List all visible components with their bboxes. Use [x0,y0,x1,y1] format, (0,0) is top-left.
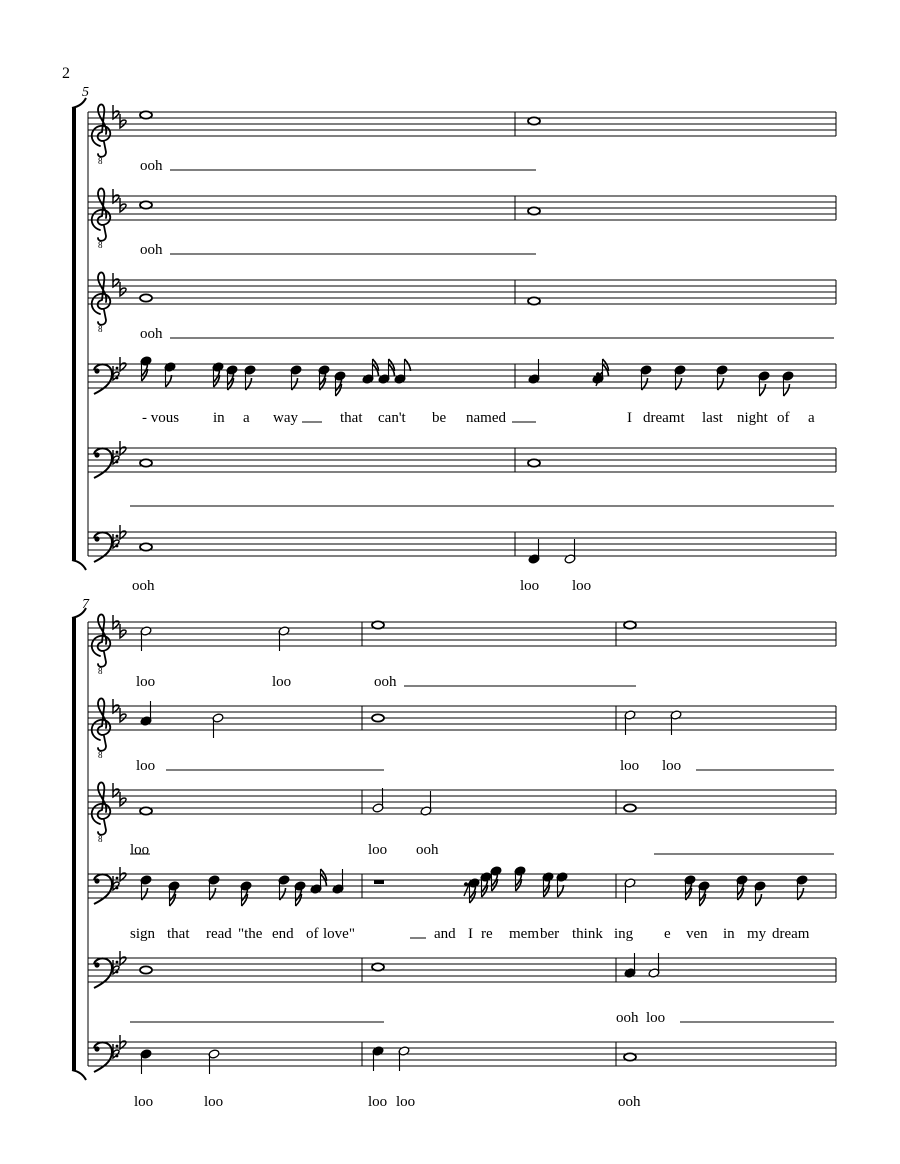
lyric-syllable: and [434,926,456,942]
staff-3 [88,272,836,342]
lyric-syllable: read [206,926,232,942]
bass-clef-dot [94,368,99,373]
lyric-syllable: loo [134,1094,154,1110]
bass-clef-dot [116,1045,119,1048]
bracket-hook [72,1070,86,1080]
lyric-syllable: loo [368,1094,388,1110]
bass-clef-dot [116,961,119,964]
bass-clef-dot [94,536,99,541]
lyric-syllable: ing [614,926,634,942]
lyric-syllable: mem [509,926,539,942]
lyric-syllable: loo [130,842,150,858]
staff-2 [88,188,836,258]
lyric-syllable: ooh [140,326,163,342]
staff-6 [88,525,836,594]
lyric-syllable: that [167,926,190,942]
system-1 [72,85,836,594]
lyric-syllable: loo [620,758,640,774]
lyric-syllable: loo [272,674,292,690]
notehead [528,207,540,214]
lyric-syllable: dream [772,926,810,942]
lyric-syllable: can't [378,410,406,426]
lyric-syllable: last [702,410,723,426]
lyric-syllable: loo [368,842,388,858]
bass-clef-dot [116,877,119,880]
staff-5 [88,441,836,506]
lyric-syllable: ooh [374,674,397,690]
lyric-syllable: night [737,410,768,426]
lyric-syllable: ooh [616,1010,639,1026]
lyric-syllable: in [723,926,735,942]
staff-6 [88,1035,836,1110]
note-flag [760,384,766,396]
octave-mark: 8 [98,324,103,334]
lyric-syllable: re [481,926,493,942]
bracket-hook [72,560,86,570]
measure-number: 5 [82,85,89,100]
notehead [372,621,384,628]
bass-clef-dot [94,452,99,457]
lyric-syllable: love" [323,926,355,942]
lyric-syllable: that [340,410,363,426]
bass-clef-dot [116,367,119,370]
system-bracket [72,108,76,560]
flat-icon [120,282,126,296]
lyric-syllable: think [572,926,603,942]
lyric-syllable: loo [662,758,682,774]
staff-4 [88,356,836,426]
notehead [528,117,540,124]
lyric-syllable: loo [396,1094,416,1110]
flat-icon [120,624,126,638]
staff-2 [88,698,836,774]
notehead [624,621,636,628]
lyric-syllable: named [466,410,506,426]
lyric-syllable: I [627,410,632,426]
systems-layer [72,85,836,1110]
lyric-syllable: way [273,410,298,426]
lyric-syllable: of [777,410,790,426]
lyric-syllable: "the [238,926,263,942]
staff-1 [88,614,836,690]
lyric-syllable: ooh [140,158,163,174]
notehead [140,459,152,466]
octave-mark: 8 [98,750,103,760]
octave-mark: 8 [98,156,103,166]
notehead [372,963,384,970]
lyric-syllable: loo [646,1010,666,1026]
lyric-syllable: loo [204,1094,224,1110]
bass-clef-dot [94,1046,99,1051]
lyric-syllable: sign [130,926,156,942]
lyric-syllable: of [306,926,319,942]
lyric-syllable: dreamt [643,410,685,426]
bass-clef-dot [94,878,99,883]
page-number: 2 [62,65,70,82]
notehead [140,294,152,301]
lyric-syllable: my [747,926,767,942]
notehead [140,807,152,814]
flat-icon [120,114,126,128]
system-bracket [72,618,76,1070]
note-flag [166,375,172,387]
lyric-syllable: ven [686,926,708,942]
note-flag [405,359,411,371]
measure-number: 7 [82,597,89,612]
staff-1 [88,104,836,174]
bass-clef-dot [116,535,119,538]
lyric-syllable: loo [520,578,540,594]
lyric-syllable: loo [136,674,156,690]
note-flag [558,885,564,897]
staff-5 [88,951,836,1026]
lyric-syllable: loo [136,758,156,774]
lyric-syllable: ooh [416,842,439,858]
flat-icon [120,198,126,212]
notehead [140,966,152,973]
system-2 [72,597,836,1110]
lyric-syllable: e [664,926,671,942]
lyric-syllable: ber [540,926,560,942]
lyric-syllable: a [808,410,815,426]
staff-3 [88,782,836,858]
rest-dot [596,372,600,376]
flat-icon [120,708,126,722]
notehead [624,804,636,811]
rest-dot [464,882,468,886]
lyric-syllable: - vous [142,410,180,426]
flat-icon [120,792,126,806]
lyric-syllable: ooh [140,242,163,258]
lyric-syllable: end [272,926,294,942]
octave-mark: 8 [98,666,103,676]
lyric-syllable: loo [572,578,592,594]
lyric-syllable: ooh [618,1094,641,1110]
notehead [140,543,152,550]
bass-clef-dot [116,451,119,454]
octave-mark: 8 [98,240,103,250]
note-flag [756,894,762,906]
notehead [528,459,540,466]
lyric-syllable: in [213,410,225,426]
notehead [140,201,152,208]
bass-clef-dot [94,962,99,967]
staff-4 [88,866,836,942]
note-flag [784,384,790,396]
lyric-syllable: I [468,926,473,942]
notehead [372,714,384,721]
notehead [624,1053,636,1060]
whole-rest [374,880,384,884]
notehead [528,297,540,304]
notehead [140,111,152,118]
lyric-syllable: ooh [132,578,155,594]
octave-mark: 8 [98,834,103,844]
lyric-syllable: be [432,410,447,426]
lyric-syllable: a [243,410,250,426]
